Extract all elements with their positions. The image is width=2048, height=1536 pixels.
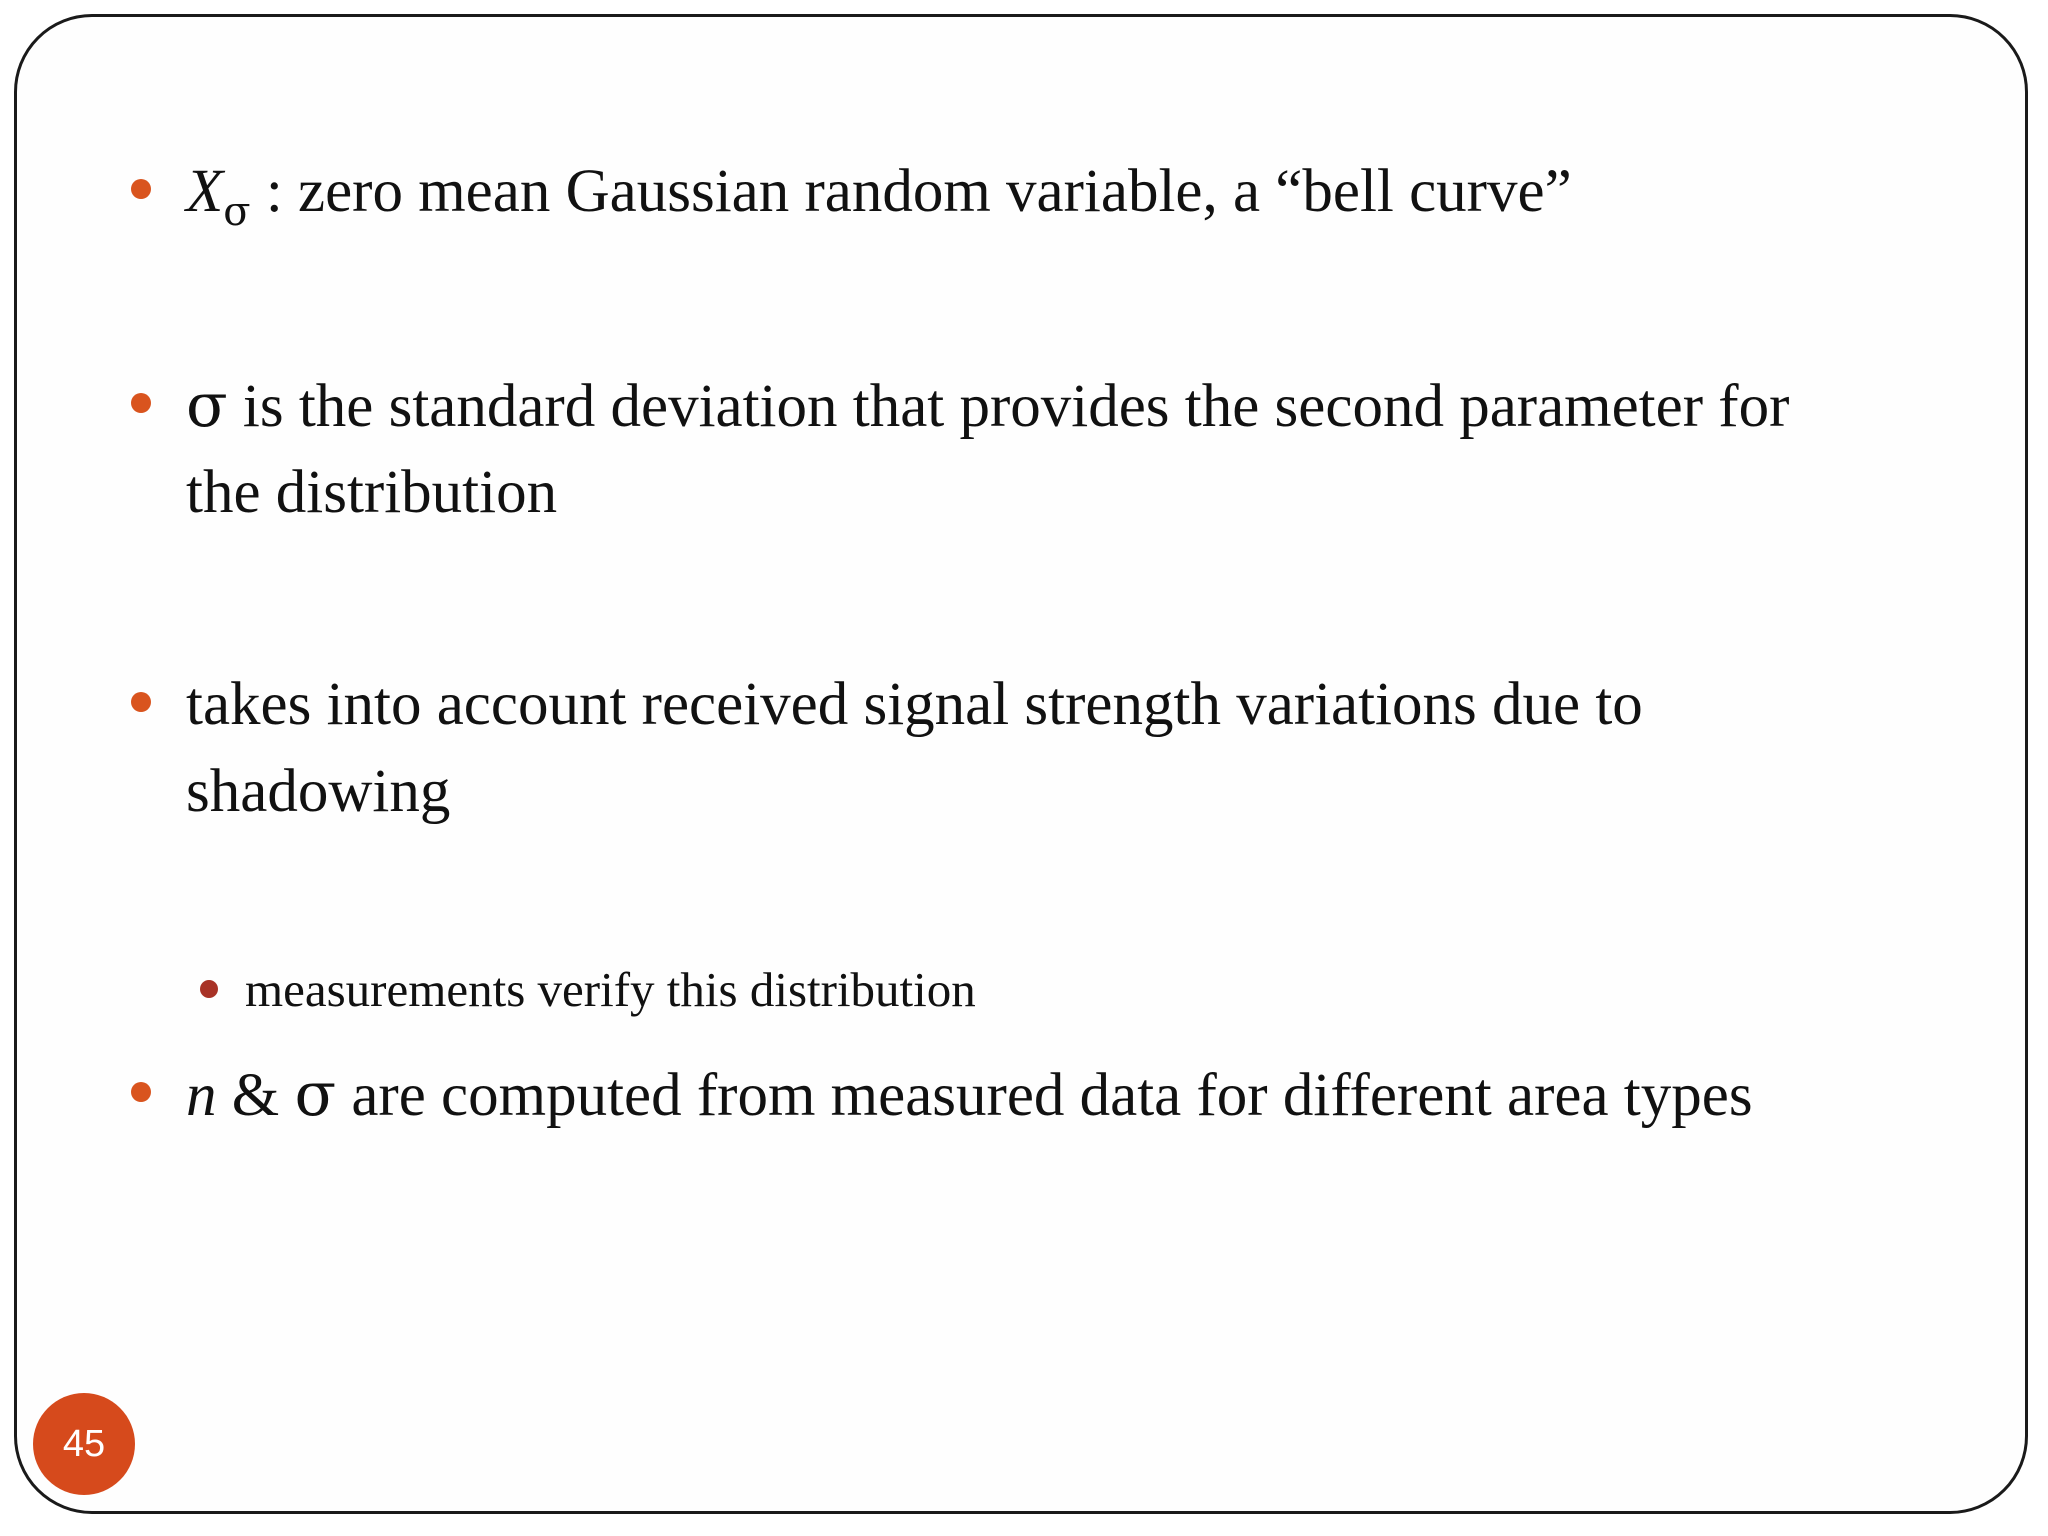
bullet-text-line2: the distribution [186,459,558,526]
bullet-dot-icon [131,1082,151,1102]
variable-x: X [186,158,224,225]
sub-bullet-text: measurements verify this distribution [245,962,976,1017]
page-number: 45 [62,1422,106,1465]
bullet-text-line1 [186,362,1789,450]
bullet-text [186,1051,1753,1139]
bullet-text [186,148,1572,235]
bullet-dot-icon [131,393,151,413]
variable-n: n [186,1062,217,1129]
bullet-dot-icon [131,179,151,199]
bullet-text-rest: : zero mean Gaussian random variable, a “bell curve” [250,158,1572,225]
page-number-badge [33,1393,135,1495]
sub-bullet-dot-icon [200,980,218,998]
bullet-text-line1: takes into account received signal strength variations due to [186,671,1643,738]
bullet-dot-icon [131,692,151,712]
sigma-symbol: σ [294,1059,337,1130]
variable-subscript-sigma: σ [223,189,251,235]
sigma-symbol: σ [186,370,228,441]
ampersand: & [216,1062,295,1129]
bullet-text-rest: is the standard deviation that provides the second parameter for [227,373,1790,440]
bullet-text-rest: are computed from measured data for different area types [336,1062,1753,1129]
bullet-text-line2: shadowing [186,758,451,825]
